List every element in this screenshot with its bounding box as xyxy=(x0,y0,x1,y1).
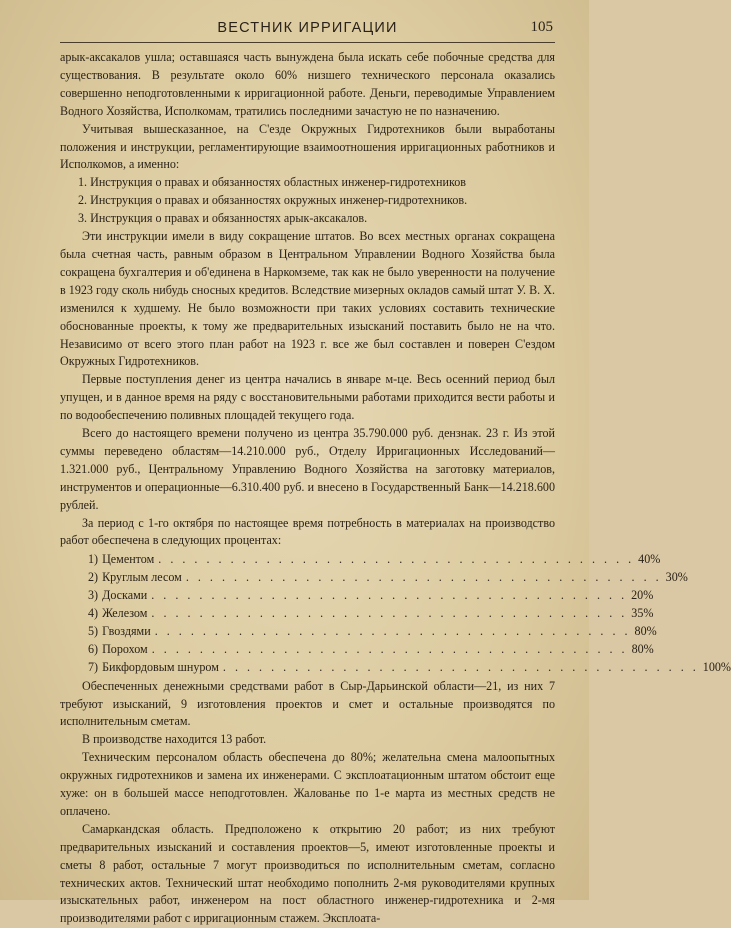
materials-percent: 80% xyxy=(631,641,654,656)
materials-name: Досками xyxy=(102,588,148,603)
materials-number: 4) xyxy=(88,606,99,621)
paragraph: Техническим персоналом область обеспечена до 80%; желательна смена малоопытных окружных гидротехников и замена их инженерами. С эксплоатационным штатом обстоит еще хуже: он в большей массе неподготовлен. Жалованье по 1-е марта из местных средств не оплачено. xyxy=(60,750,555,818)
materials-name: Цементом xyxy=(102,552,155,567)
materials-row xyxy=(88,587,654,605)
page-header xyxy=(60,18,555,43)
instruction-item: 1. Инструкция о правах и обязанностях областных инженер-гидротехников xyxy=(78,175,466,190)
paragraph: Всего до настоящего времени получено из центра 35.790.000 руб. дензнак. 23 г. Из этой суммы переведено областям—14.210.000 руб., Отделу Ирригационных Исследований—1.321.000 руб., Центральному Управлению Водного Хозяйства на заготовку материалов, инструментов и операционные—6.310.400 руб. и внесено в Государственный Банк—14.218.600 рублей. xyxy=(60,426,555,512)
paragraph: Учитывая вышесказанное, на С'езде Окружных Гидротехников были выработаны положения и инструкции, регламентирующие взаимоотношения ирригационных работников и Исполкомов, а именно: xyxy=(60,121,555,172)
journal-title: ВЕСТНИК ИРРИГАЦИИ xyxy=(217,20,398,36)
paragraph: Первые поступления денег из центра начались в январе м-це. Весь осенний период был упущен, и в данное время на ряду с восстановительными работами приходится вести работы и по водообеспечению поливных площадей текущего года. xyxy=(60,372,555,423)
materials-number: 1) xyxy=(88,552,99,567)
materials-number: 7) xyxy=(88,659,99,674)
materials-row xyxy=(88,605,654,623)
paragraph: Обеспеченных денежными средствами работ в Сыр-Дарьинской области—21, из них 7 требуют изысканий, 9 изготовления проектов и смет и остальные производятся по исполнительным сметам. xyxy=(60,678,555,729)
article-body xyxy=(60,49,731,928)
leader-dots: . . . . . . . . . . . . . . . . . . . . . . . . . . . . . . . . . . . . . . . . xyxy=(154,623,631,638)
materials-row xyxy=(88,623,657,641)
leader-dots: . . . . . . . . . . . . . . . . . . . . . . . . . . . . . . . . . . . . . . . . xyxy=(151,641,628,656)
materials-number: 2) xyxy=(88,570,99,585)
leader-dots: . . . . . . . . . . . . . . . . . . . . . . . . . . . . . . . . . . . . . . . . xyxy=(151,588,628,603)
materials-row xyxy=(88,569,688,587)
leader-dots: . . . . . . . . . . . . . . . . . . . . . . . . . . . . . . . . . . . . . . . . xyxy=(222,659,699,674)
paragraph: За период с 1-го октября по настоящее время потребность в материалах на производство работ обеспечена в следующих процентах: xyxy=(60,515,555,548)
materials-row xyxy=(88,551,661,569)
materials-number: 5) xyxy=(88,623,99,638)
leader-dots: . . . . . . . . . . . . . . . . . . . . . . . . . . . . . . . . . . . . . . . . xyxy=(151,606,628,621)
materials-name: Железом xyxy=(102,606,148,621)
instruction-item: 2. Инструкция о правах и обязанностях окружных инженер-гидротехников. xyxy=(78,193,468,208)
materials-row xyxy=(88,641,654,659)
materials-percent: 30% xyxy=(665,570,688,585)
leader-dots: . . . . . . . . . . . . . . . . . . . . . . . . . . . . . . . . . . . . . . . . xyxy=(185,570,662,585)
materials-percent: 20% xyxy=(631,588,654,603)
materials-name: Круглым лесом xyxy=(102,570,182,585)
page-number: 105 xyxy=(530,19,553,35)
materials-name: Гвоздями xyxy=(102,623,151,638)
paragraph: Самаркандская область. Предположено к открытию 20 работ; из них требуют предварительных изысканий и составления проектов—5, имеют изготовленные проекты и сметы 8 работ, остальные 7 могут производиться по исполнительным сметам, согласно технических актов. Технический штат необходимо пополнить 2-мя руководителями крупных изыскательных работ, инженером на пост областного инженер-гидротехника и 2-мя производителями работ с ирригационным стажем. Эксплоата- xyxy=(60,821,555,926)
materials-percent: 100% xyxy=(702,659,731,674)
materials-number: 6) xyxy=(88,641,99,656)
materials-row xyxy=(88,659,731,677)
materials-percent: 40% xyxy=(638,552,661,567)
paragraph: В производстве находится 13 работ. xyxy=(82,732,267,747)
leader-dots: . . . . . . . . . . . . . . . . . . . . . . . . . . . . . . . . . . . . . . . . xyxy=(158,552,635,567)
materials-name: Бикфордовым шнуром xyxy=(102,659,219,674)
materials-percent: 35% xyxy=(631,606,654,621)
instruction-item: 3. Инструкция о правах и обязанностях арык-аксакалов. xyxy=(78,211,368,226)
paragraph: Эти инструкции имели в виду сокращение штатов. Во всех местных органах сокращена была счетная часть, равным образом в Центральном Управлении Водного Хозяйства была сокращена бухгалтерия и об'единена в Наркомземе, так как не было уверенности на получение в 1923 году сколь нибудь сносных кредитов. Вследствие мизерных окладов самый штат У. В. Х. изменился к худшему. Не было возможности при таких условиях составить технические обоснованные проекты, к тому же предварительных изысканий поставить было не на что. Независимо от всего этого план работ на 1923 г. все же был составлен и поверен С'ездом Окружных Гидротехников. xyxy=(60,229,555,369)
materials-number: 3) xyxy=(88,588,99,603)
paragraph: арык-аксакалов ушла; оставшаяся часть вынуждена была искать себе побочные средства для существования. В результате около 60% низшего технического персонала оказались совершенно неподготовленными к ирригационной работе. Деньги, переводимые Управлением Водного Хозяйства, Исполкомам, тратились последними зачастую не по назначению. xyxy=(60,50,555,118)
materials-percent: 80% xyxy=(634,623,657,638)
materials-list xyxy=(88,551,731,676)
materials-name: Порохом xyxy=(102,641,148,656)
